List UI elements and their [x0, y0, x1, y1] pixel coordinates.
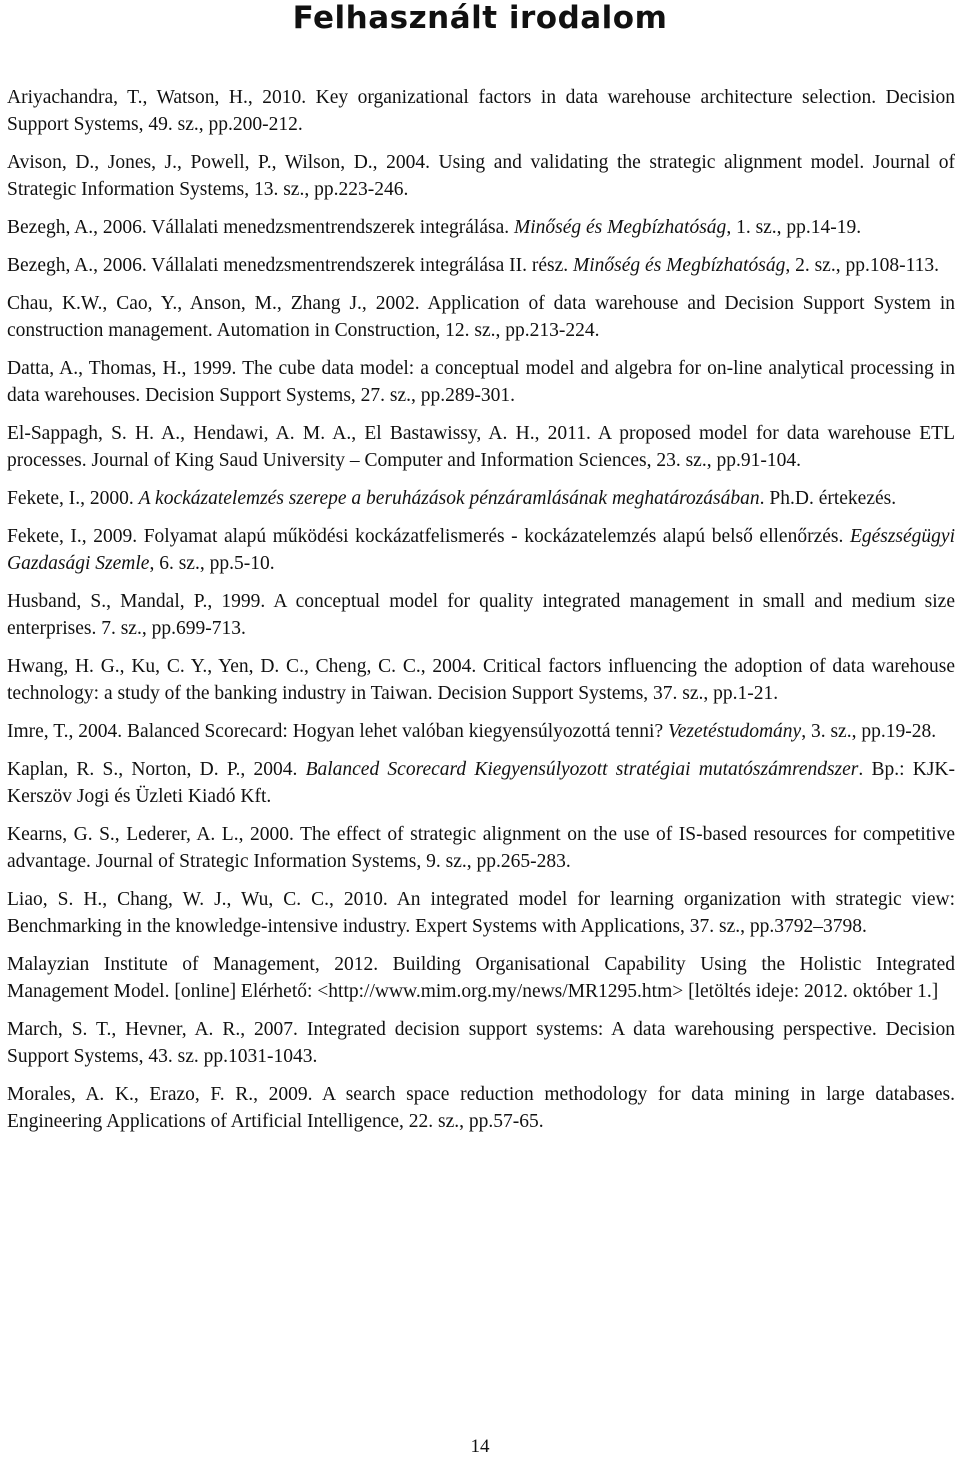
page-title: Felhasznált irodalom	[292, 0, 668, 36]
reference-entry: Morales, A. K., Erazo, F. R., 2009. A search space reduction methodology for data mining in large databases. Engineering Applications of Artificial Intelligence, 22. sz., pp.57-65.	[7, 1084, 955, 1132]
reference-entry: Kearns, G. S., Lederer, A. L., 2000. The effect of strategic alignment on the use of IS-based resources for competitive advantage. Journal of Strategic Information Systems, 9. sz., pp.265-283.	[7, 824, 955, 872]
reference-entry: Husband, S., Mandal, P., 1999. A conceptual model for quality integrated management in small and medium size enterprises. 7. sz., pp.699-713.	[7, 591, 955, 639]
reference-entry: Avison, D., Jones, J., Powell, P., Wilson, D., 2004. Using and validating the strategic alignment model. Journal of Strategic Information Systems, 13. sz., pp.223-246.	[7, 152, 955, 200]
reference-entry: March, S. T., Hevner, A. R., 2007. Integrated decision support systems: A data warehousing perspective. Decision Support Systems, 43. sz. pp.1031-1043.	[7, 1019, 955, 1067]
page-number: 14	[470, 1436, 490, 1457]
reference-entry: Malayzian Institute of Management, 2012. Building Organisational Capability Using the Holistic Integrated Management Model. [online] Elérhető: <http://www.mim.org.my/news/MR1295.htm> [letöltés ideje: 2012. október 1.]	[7, 954, 955, 1002]
reference-list	[7, 84, 955, 1146]
reference-entry: Kaplan, R. S., Norton, D. P., 2004. Balanced Scorecard Kiegyensúlyozott stratégiai mutatószámrendszer. Bp.: KJK-Kerszöv Jogi és Üzleti Kiadó Kft.	[7, 759, 955, 807]
reference-entry: Liao, S. H., Chang, W. J., Wu, C. C., 2010. An integrated model for learning organization with strategic view: Benchmarking in the knowledge-intensive industry. Expert Systems with Applications, 37. sz., pp.3792–3798.	[7, 889, 955, 937]
reference-entry: Fekete, I., 2000. A kockázatelemzés szerepe a beruházások pénzáramlásának meghatározásában. Ph.D. értekezés.	[7, 488, 897, 509]
reference-entry: Hwang, H. G., Ku, C. Y., Yen, D. C., Cheng, C. C., 2004. Critical factors influencing the adoption of data warehouse technology: a study of the banking industry in Taiwan. Decision Support Systems, 37. sz., pp.1-21.	[7, 656, 955, 704]
reference-entry: Bezegh, A., 2006. Vállalati menedzsmentrendszerek integrálása. Minőség és Megbízhatóság, 1. sz., pp.14-19.	[7, 217, 862, 238]
reference-entry: Fekete, I., 2009. Folyamat alapú működési kockázatfelismerés - kockázatelemzés alapú belső ellenőrzés. Egészségügyi Gazdasági Szemle, 6. sz., pp.5-10.	[7, 526, 955, 574]
reference-entry: El-Sappagh, S. H. A., Hendawi, A. M. A., El Bastawissy, A. H., 2011. A proposed model for data warehouse ETL processes. Journal of King Saud University – Computer and Information Sciences, 23. sz., pp.91-104.	[7, 423, 955, 471]
reference-entry: Ariyachandra, T., Watson, H., 2010. Key organizational factors in data warehouse architecture selection. Decision Support Systems, 49. sz., pp.200-212.	[7, 87, 955, 135]
reference-entry: Chau, K.W., Cao, Y., Anson, M., Zhang J., 2002. Application of data warehouse and Decision Support System in construction management. Automation in Construction, 12. sz., pp.213-224.	[7, 293, 955, 341]
reference-entry: Imre, T., 2004. Balanced Scorecard: Hogyan lehet valóban kiegyensúlyozottá tenni? Vezetéstudomány, 3. sz., pp.19-28.	[7, 721, 937, 742]
reference-entry: Bezegh, A., 2006. Vállalati menedzsmentrendszerek integrálása II. rész. Minőség és Megbízhatóság, 2. sz., pp.108-113.	[7, 255, 939, 276]
reference-entry: Datta, A., Thomas, H., 1999. The cube data model: a conceptual model and algebra for on-line analytical processing in data warehouses. Decision Support Systems, 27. sz., pp.289-301.	[7, 358, 955, 406]
